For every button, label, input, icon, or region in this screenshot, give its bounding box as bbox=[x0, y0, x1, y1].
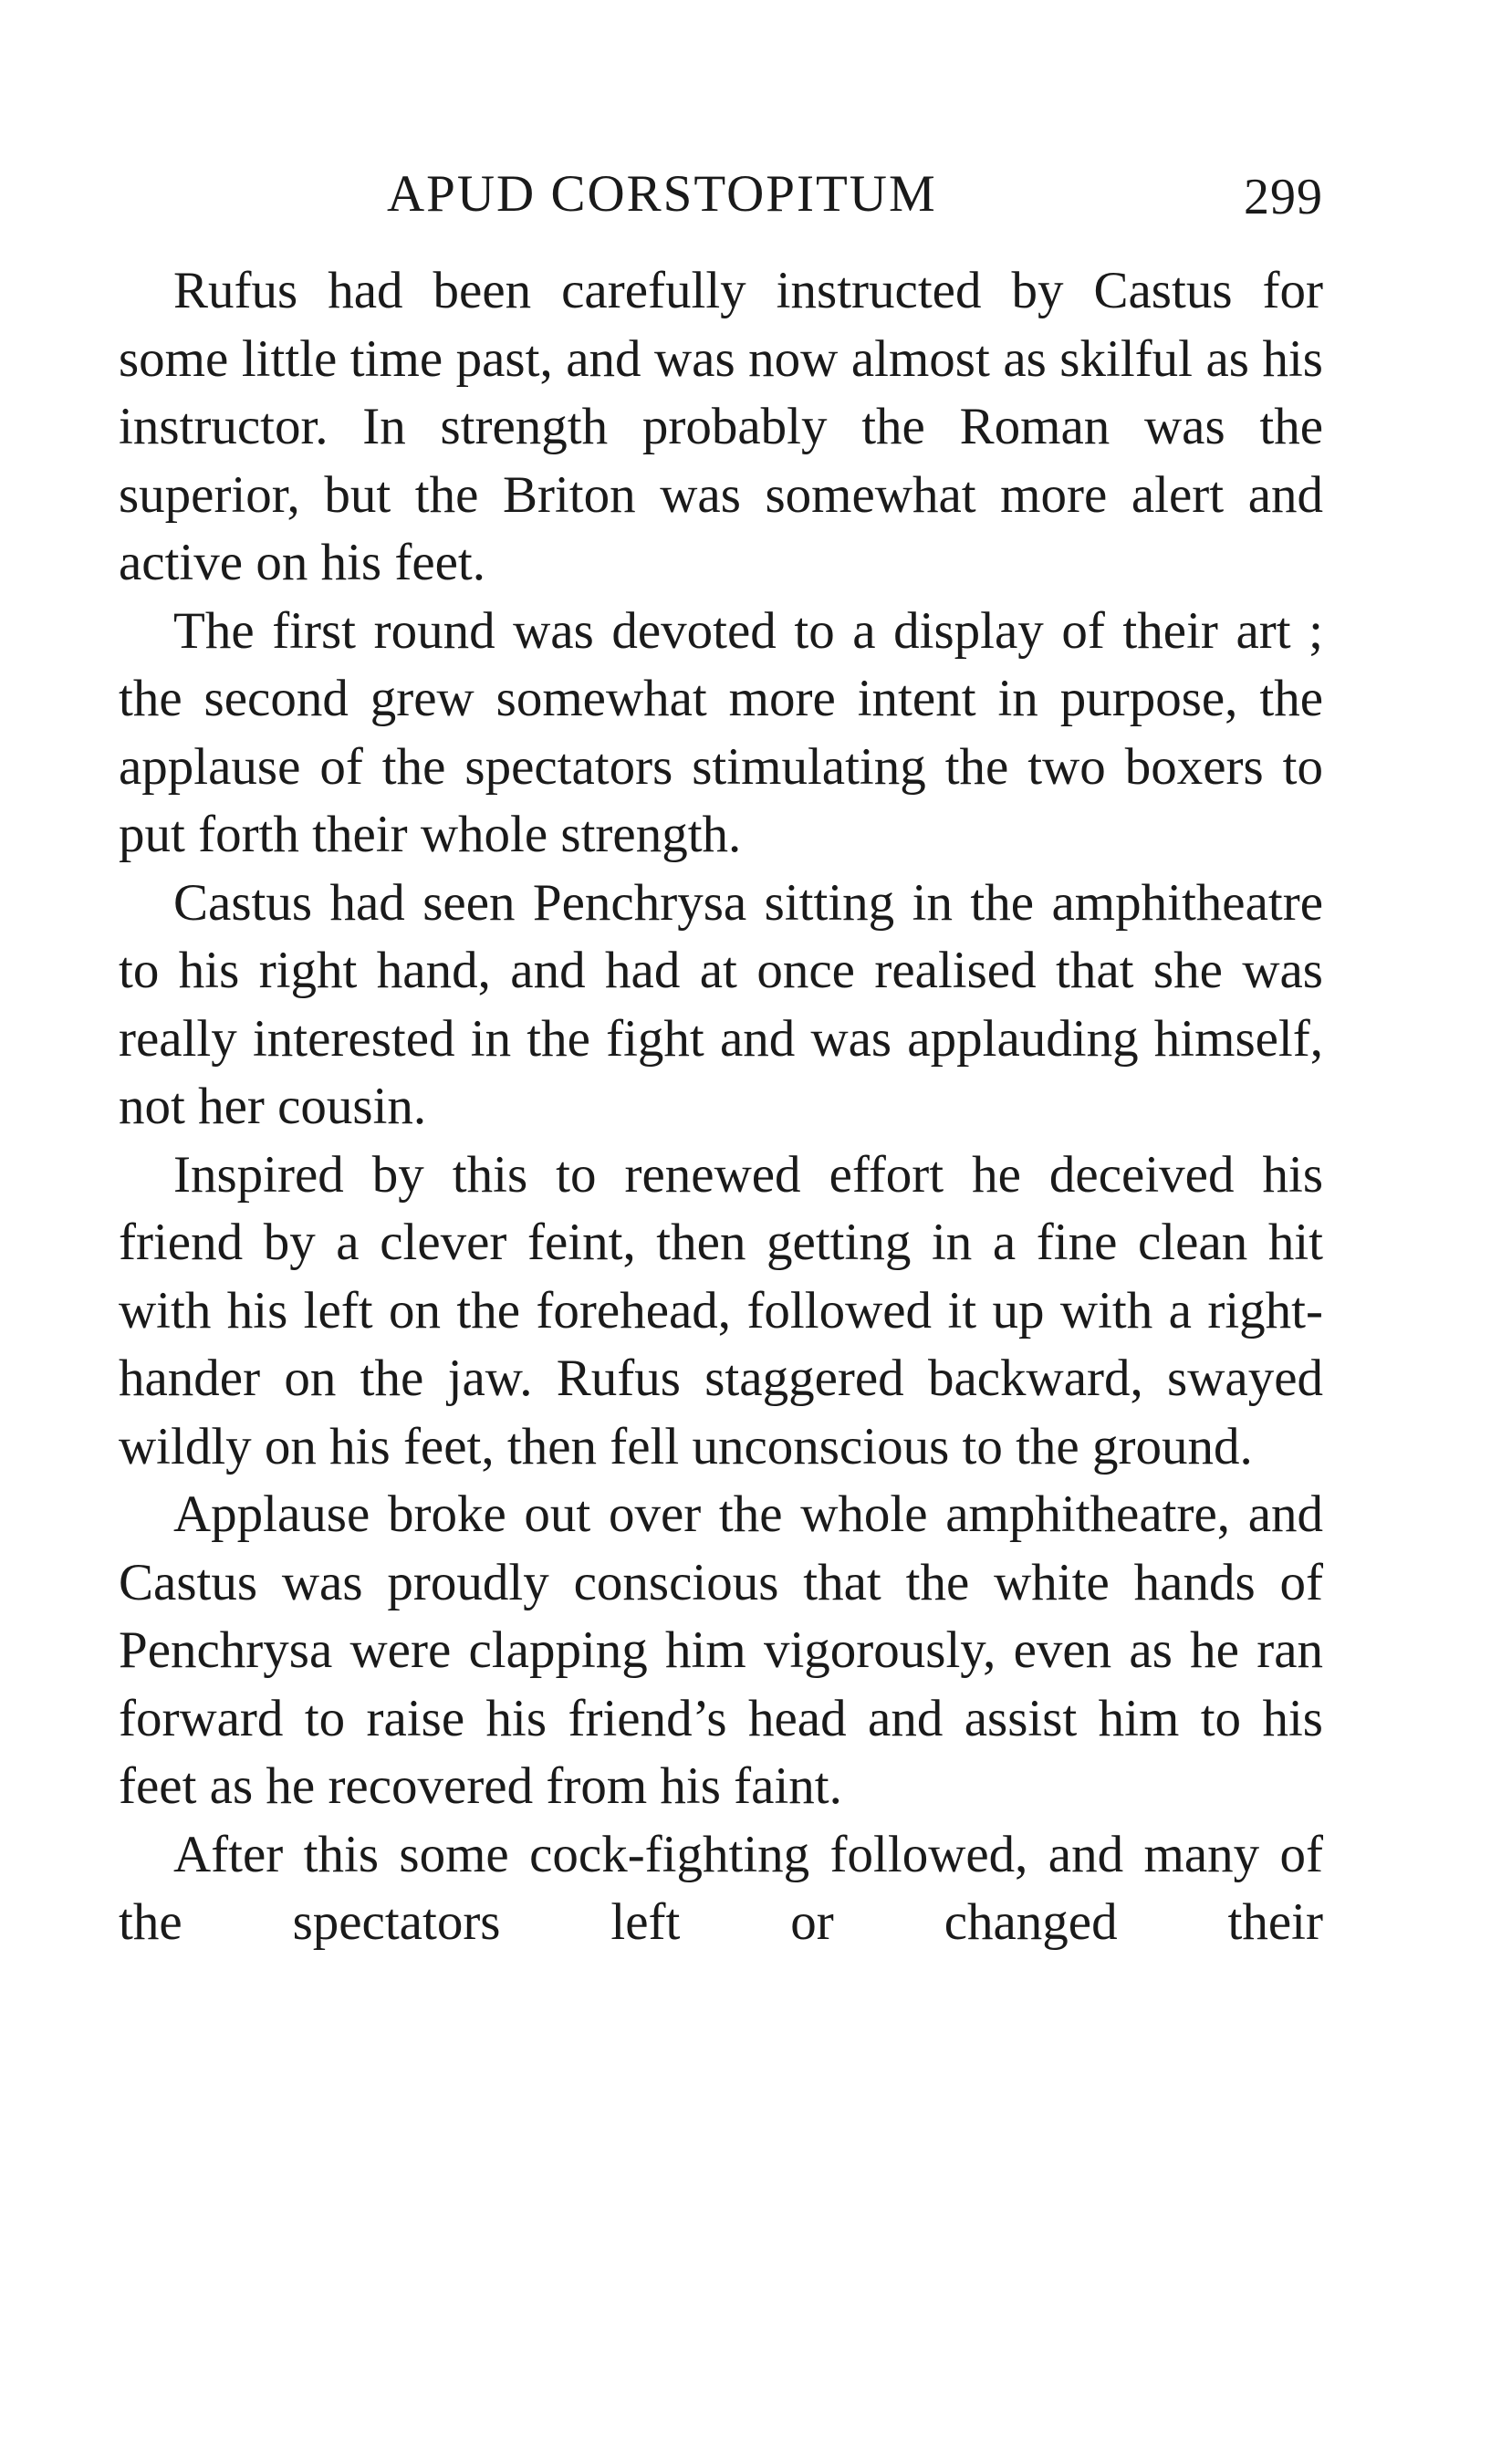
running-head bbox=[119, 164, 1323, 246]
paragraph: Castus had seen Penchrysa sitting in the amphitheatre to his right hand, and had at once realised that she was really interested in the fight and was applauding himself, not her cousin. bbox=[119, 873, 1323, 1135]
body-text bbox=[119, 257, 1323, 1957]
running-title: APUD CORSTOPITUM bbox=[387, 165, 937, 223]
book-page bbox=[119, 164, 1323, 1957]
paragraph: The first round was devoted to a display of their art ; the second grew somewhat more intent in purpose, the applause of the spectators stimulating the two boxers to put forth their whole strength. bbox=[119, 601, 1323, 863]
paragraph: Applause broke out over the whole amphitheatre, and Castus was proudly conscious that the white hands of Penchrysa were clapping him vigorously, even as he ran forward to raise his friend’s head and assist him to his feet as he recovered from his faint. bbox=[119, 1485, 1323, 1815]
paragraph: After this some cock-fighting followed, and many of the spectators left or changed their bbox=[119, 1825, 1323, 1951]
paragraph: Inspired by this to renewed effort he deceived his friend by a clever feint, then getting in a fine clean hit with his left on the forehead, followed it up with a right-hander on the jaw. Rufus staggered backward, swayed wildly on his feet, then fell unconscious to the ground. bbox=[119, 1145, 1323, 1475]
paragraph: Rufus had been carefully instructed by Castus for some little time past, and was now almost as skilful as his instructor. In strength probably the Roman was the superior, but the Briton was somewhat more alert and active on his feet. bbox=[119, 262, 1323, 591]
page-number: 299 bbox=[1244, 169, 1323, 225]
